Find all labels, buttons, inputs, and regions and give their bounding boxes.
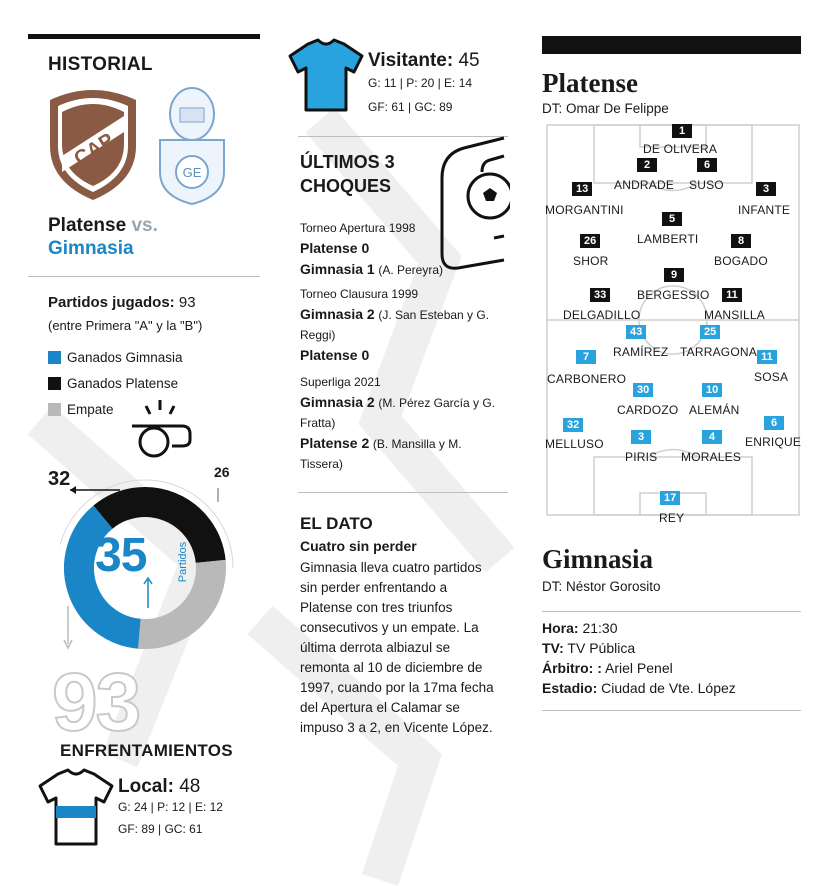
info-estadio: Estadio: Ciudad de Vte. López [542,680,736,696]
player-name: SOSA [754,370,789,384]
legend-item-empate: Empate [48,397,183,423]
donut-arc-empate [139,561,211,634]
player-number: 26 [580,234,600,248]
info-hora: Hora: 21:30 [542,620,618,636]
player-number: 30 [633,383,653,397]
gimnasia-dt: DT: Néstor Gorosito [542,579,661,594]
platense-crest-text: CAP [70,129,118,171]
historial-title: HISTORIAL [48,54,153,75]
player-number: 3 [756,182,776,196]
player-name: MORGANTINI [545,203,624,217]
local-line2: GF: 89 | GC: 61 [118,822,203,836]
platense-name: Platense [542,68,638,98]
player-name: CARBONERO [547,372,627,386]
dato-title: EL DATO [300,514,373,533]
player-number: 4 [702,430,722,444]
player-name: BERGESSIO [637,288,710,302]
player-number: 32 [563,418,583,432]
donut-center-label: Partidos [177,541,189,583]
player-number: 13 [572,182,592,196]
partidos-value: 93 [178,294,196,311]
player-name: ALEMÁN [689,403,740,417]
legend-swatch [48,377,61,390]
player-name: DE OLIVERA [643,142,718,156]
divider [542,710,801,711]
matchup-team-a: Platense [48,215,127,236]
player-number: 25 [700,325,720,339]
player-name: REY [659,511,685,525]
player-name: MELLUSO [545,437,604,451]
player-name: SUSO [689,178,724,192]
local-label: Local: [118,776,174,797]
label-empate-count: 26 [214,464,230,480]
donut-center-value: 35 [95,529,147,582]
divider [298,492,508,493]
player-number: 11 [722,288,742,302]
ultimos-title: ÚLTIMOS 3 CHOQUES [300,152,395,196]
matchup-team-b: Gimnasia [48,238,134,259]
player-name: CARDOZO [617,403,679,417]
gimnasia-crest-text: GE [182,165,202,180]
player-number: 17 [660,491,680,505]
player-number: 6 [764,416,784,430]
player-number: 11 [757,350,777,364]
player-name: PIRIS [625,450,658,464]
dato-subtitle: Cuatro sin perder [300,538,417,554]
player-number: 9 [664,268,684,282]
player-name: MORALES [681,450,742,464]
platense-dt: DT: Omar De Felippe [542,101,669,116]
player-number: 8 [731,234,751,248]
player-name: INFANTE [738,203,791,217]
legend-swatch [48,351,61,364]
visitante-line1: G: 11 | P: 20 | E: 14 [368,76,473,90]
player-name: DELGADILLO [563,308,641,322]
partidos-note: (entre Primera "A" y la "B") [48,318,203,333]
player-number: 3 [631,430,651,444]
player-number: 43 [626,325,646,339]
player-name: SHOR [573,254,609,268]
gimnasia-name: Gimnasia [542,544,654,574]
dato-body: Gimnasia lleva cuatro partidos sin perder enfrentando a Platense con tres triunfos consecutivos y un empate. La última derrota albiazul se remonta al 10 de diciembre de 1997, cuando por la 17ma fecha del Apertura el Calamar se impuso 3 a 2, en Vicente López. [300,560,494,735]
player-name: LAMBERTI [637,232,699,246]
match-item: Torneo Apertura 1998 Platense 0 Gimnasia 1 (A. Pereyra) [300,221,444,277]
visitante-record [368,50,480,72]
visitante-value: 45 [458,50,480,71]
visitante-line2: GF: 61 | GC: 89 [368,100,453,114]
match-item: Torneo Clausura 1999 Gimnasia 2 (J. San Esteban y G. Reggi) Platense 0 [300,287,490,363]
top-bar-lineups [542,36,801,54]
legend-swatch [48,403,61,416]
player-number: 2 [637,158,657,172]
local-value: 48 [179,776,201,797]
match-info [542,618,736,698]
legend-item-platense: Ganados Platense [48,371,183,397]
info-tv: TV: TV Pública [542,640,636,656]
enfrentamientos-label: ENFRENTAMIENTOS [60,741,233,760]
matchup-vs: vs. [131,215,158,236]
player-number: 5 [662,212,682,226]
player-number: 33 [590,288,610,302]
partidos-label: Partidos jugados: [48,294,175,311]
player-name: TARRAGONA [680,345,757,359]
local-jersey-icon [36,768,116,848]
player-name: MANSILLA [704,308,765,322]
top-rule-historial [28,34,260,39]
visitante-jersey-icon [286,38,366,114]
local-record [118,776,200,798]
player-name: BOGADO [714,254,768,268]
total-value: 93 [52,660,140,740]
gimnasia-crest-icon [146,80,238,208]
whistle-icon [126,396,196,460]
match-item: Superliga 2021 Gimnasia 2 (M. Pérez García y G. Fratta) Platense 2 (B. Mansilla y M. Tissera) [300,375,496,471]
label-platense-count: 32 [48,468,71,490]
divider [28,276,260,277]
partidos-jugados [48,294,196,311]
player-name: ANDRADE [614,178,675,192]
player-number: 6 [697,158,717,172]
player-name: RAMÍREZ [613,345,669,359]
player-number: 10 [702,383,722,397]
total-arrow-icon [30,600,90,670]
local-line1: G: 24 | P: 12 | E: 12 [118,800,223,814]
ultimos-list [300,218,505,474]
matchup-title [48,214,158,260]
divider [542,611,801,612]
legend-item-gimnasia: Ganados Gimnasia [48,345,183,371]
visitante-label: Visitante: [368,50,454,71]
platense-crest-icon [44,86,142,202]
info-arbitro: Árbitro: : Ariel Penel [542,660,673,676]
player-name: ENRIQUE [745,435,802,449]
total-outline [52,660,202,740]
player-number: 7 [576,350,596,364]
player-number: 1 [672,124,692,138]
